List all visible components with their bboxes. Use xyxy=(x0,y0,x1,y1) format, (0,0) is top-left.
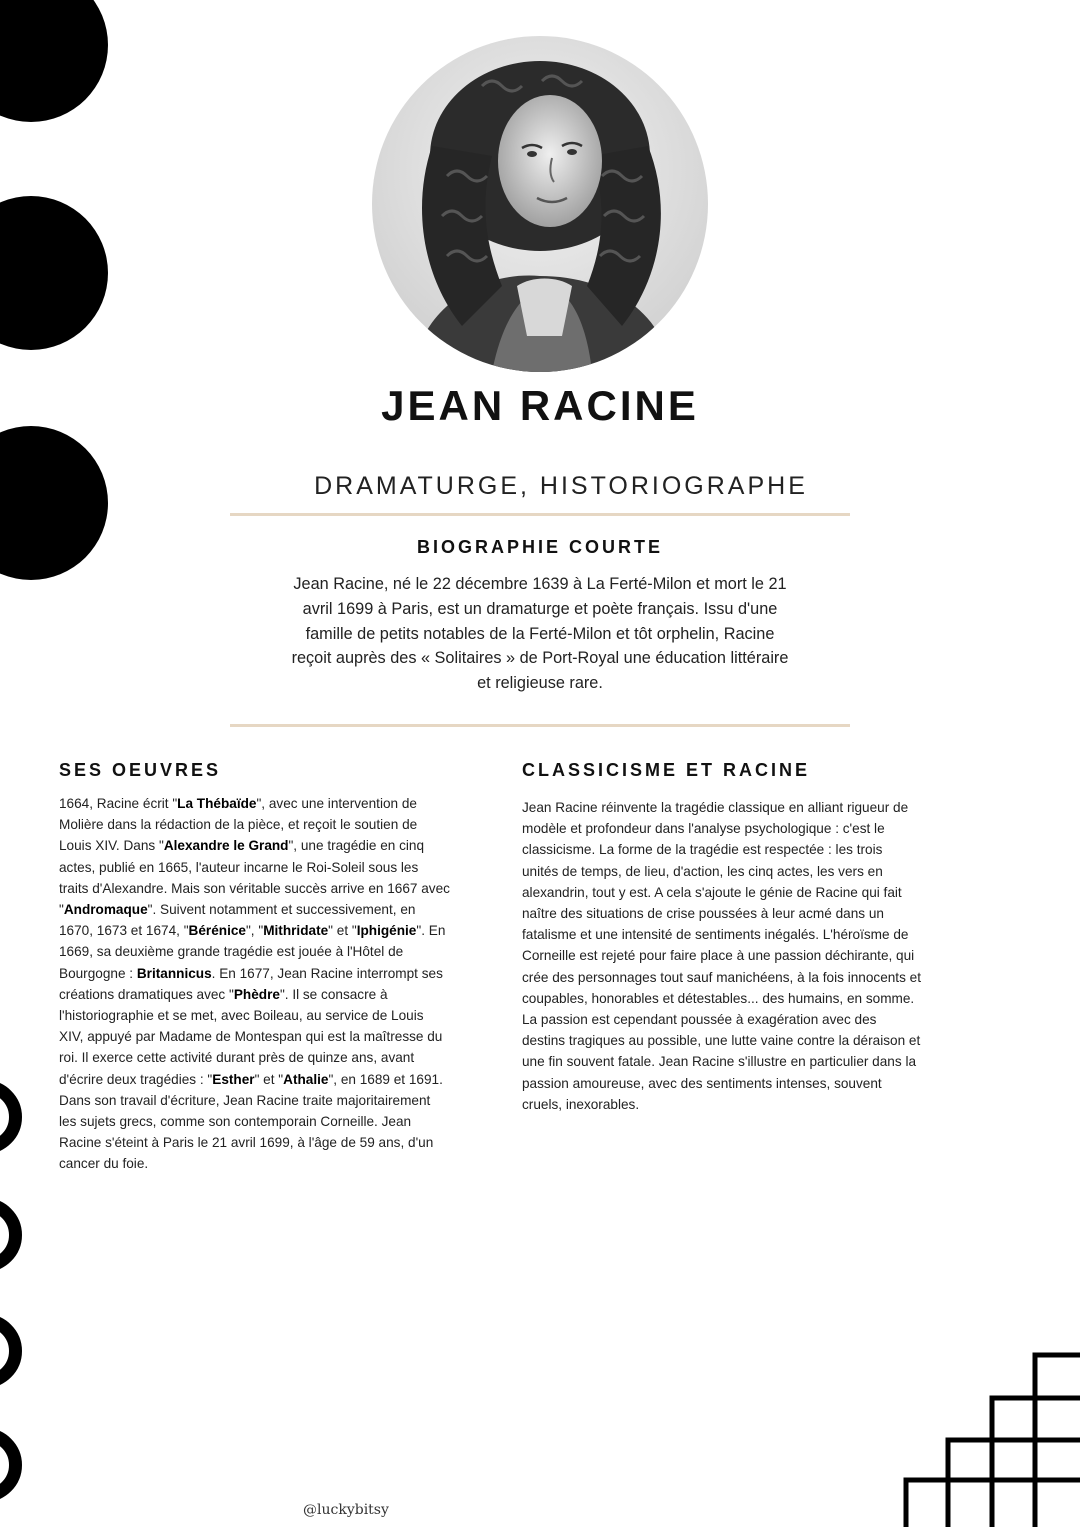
biography-text: Jean Racine, né le 22 décembre 1639 à La Ferté-Milon et mort le 21 avril 1699 à Paris, est un dramaturge et poète français. Issu d'une famille de petits notables de la Ferté-Milon et tôt orphelin, Racine reçoit auprès des « Solitaires » de Port-Royal une éducation littéraire et religieuse rare. xyxy=(291,575,789,693)
decorative-half-disc xyxy=(0,0,108,122)
oeuvres-text-segment: ", une tragédie en cinq actes, publié en 1665, l'auteur incarne le Roi-Soleil sous les traits d'Alexandre. Mais son véritable succès arrive en 1667 avec " xyxy=(59,838,450,918)
work-title: Alexandre le Grand xyxy=(163,838,289,854)
decorative-staircase xyxy=(900,1350,1080,1527)
classicisme-text: Jean Racine réinvente la tragédie classique en alliant rigueur de modèle et profondeur dans l'analyse psychologique : c'est le classicisme. La forme de la tragédie est respectée : les trois unités de temps, de lieu, d'action, les cinq actes, les vers en alexandrin, tout y est. A cela s'ajoute le génie de Racine qui fait naître des situations de crise poussées à leur acmé dans un fatalisme et une intensité de sentiments inégalés. L'héroïsme de Corneille est rejeté pour faire place à une passion déchirante, qui crée des personnages tout sauf manichéens, à la fois innocents et coupables, honorables et détestables... des humains, en somme. La passion est cependant poussée à exagération avec des destins tragiques au possible, une lutte vaine contre la déraison et une fin souvent fatale. Jean Racine s'illustre en particulier dans la passion amoureuse, avec des sentiments intenses, souvent cruels, inexorables. xyxy=(522,800,921,1112)
decorative-half-ring xyxy=(0,1080,22,1154)
oeuvres-text-segment: ", en 1689 et 1691. Dans son travail d'écriture, Jean Racine traite majoritairement les sujets grecs, comme son contemporain Corneille. Jean Racine s'éteint à Paris le 21 avril 1699, à l'âge de 59 ans, d'un cancer du foie. xyxy=(59,1071,443,1172)
classicisme-heading: CLASSICISME ET RACINE xyxy=(522,760,811,780)
decorative-half-ring xyxy=(0,1314,22,1388)
oeuvres-text-segment: 1664, Racine écrit " xyxy=(59,796,178,811)
biography-heading: BIOGRAPHIE COURTE xyxy=(416,537,663,557)
oeuvres-heading: SES OEUVRES xyxy=(59,760,222,780)
oeuvres-text-segment: " et " xyxy=(328,923,357,939)
oeuvres-text xyxy=(59,793,451,1175)
portrait-image xyxy=(372,36,708,372)
oeuvres-text-segment: ", avec une intervention de Molière dans la rédaction de la pièce, et reçoit le soutien de Louis XIV. Dans " xyxy=(59,796,418,854)
work-title: Bérénice xyxy=(188,923,246,939)
person-subtitle: DRAMATURGE, HISTORIOGRAPHE xyxy=(314,472,808,500)
oeuvres-text-segment: ". En 1669, sa deuxième grande tragédie est jouée à l'Hôtel de Bourgogne : xyxy=(59,923,446,981)
oeuvres-text-segment: ". Suivent notamment et successivement, en 1670, 1673 et 1674, " xyxy=(59,902,416,939)
work-title: La Thébaïde xyxy=(177,796,257,811)
portrait-drawing xyxy=(372,36,708,372)
work-title: Athalie xyxy=(283,1071,329,1087)
work-title: Mithridate xyxy=(263,923,329,939)
oeuvres-text-segment: ", " xyxy=(245,923,264,939)
decorative-half-ring xyxy=(0,1428,22,1502)
work-title: Andromaque xyxy=(63,902,148,918)
decorative-half-disc xyxy=(0,196,108,350)
work-title: Phèdre xyxy=(233,986,280,1002)
person-name: JEAN RACINE xyxy=(381,382,699,429)
work-title: Iphigénie xyxy=(356,923,417,939)
oeuvres-text-segment: " et " xyxy=(254,1071,284,1087)
work-title: Esther xyxy=(212,1071,255,1087)
divider-top xyxy=(230,513,850,516)
oeuvres-text-segment: ". Il se consacre à l'historiographie et se met, avec Boileau, au service de Louis XIV, appuyé par Madame de Montespan qui est la maîtresse du roi. Il exerce cette activité durant près de quinze ans, avant d'écrire deux tragédies : " xyxy=(59,986,443,1087)
author-handle: @luckybitsy xyxy=(303,1502,389,1518)
decorative-half-ring xyxy=(0,1198,22,1272)
oeuvres-text-segment: . En 1677, Jean Racine interrompt ses créations dramatiques avec " xyxy=(59,965,443,1002)
work-title: Britannicus xyxy=(136,965,212,981)
divider-bottom xyxy=(230,724,850,727)
